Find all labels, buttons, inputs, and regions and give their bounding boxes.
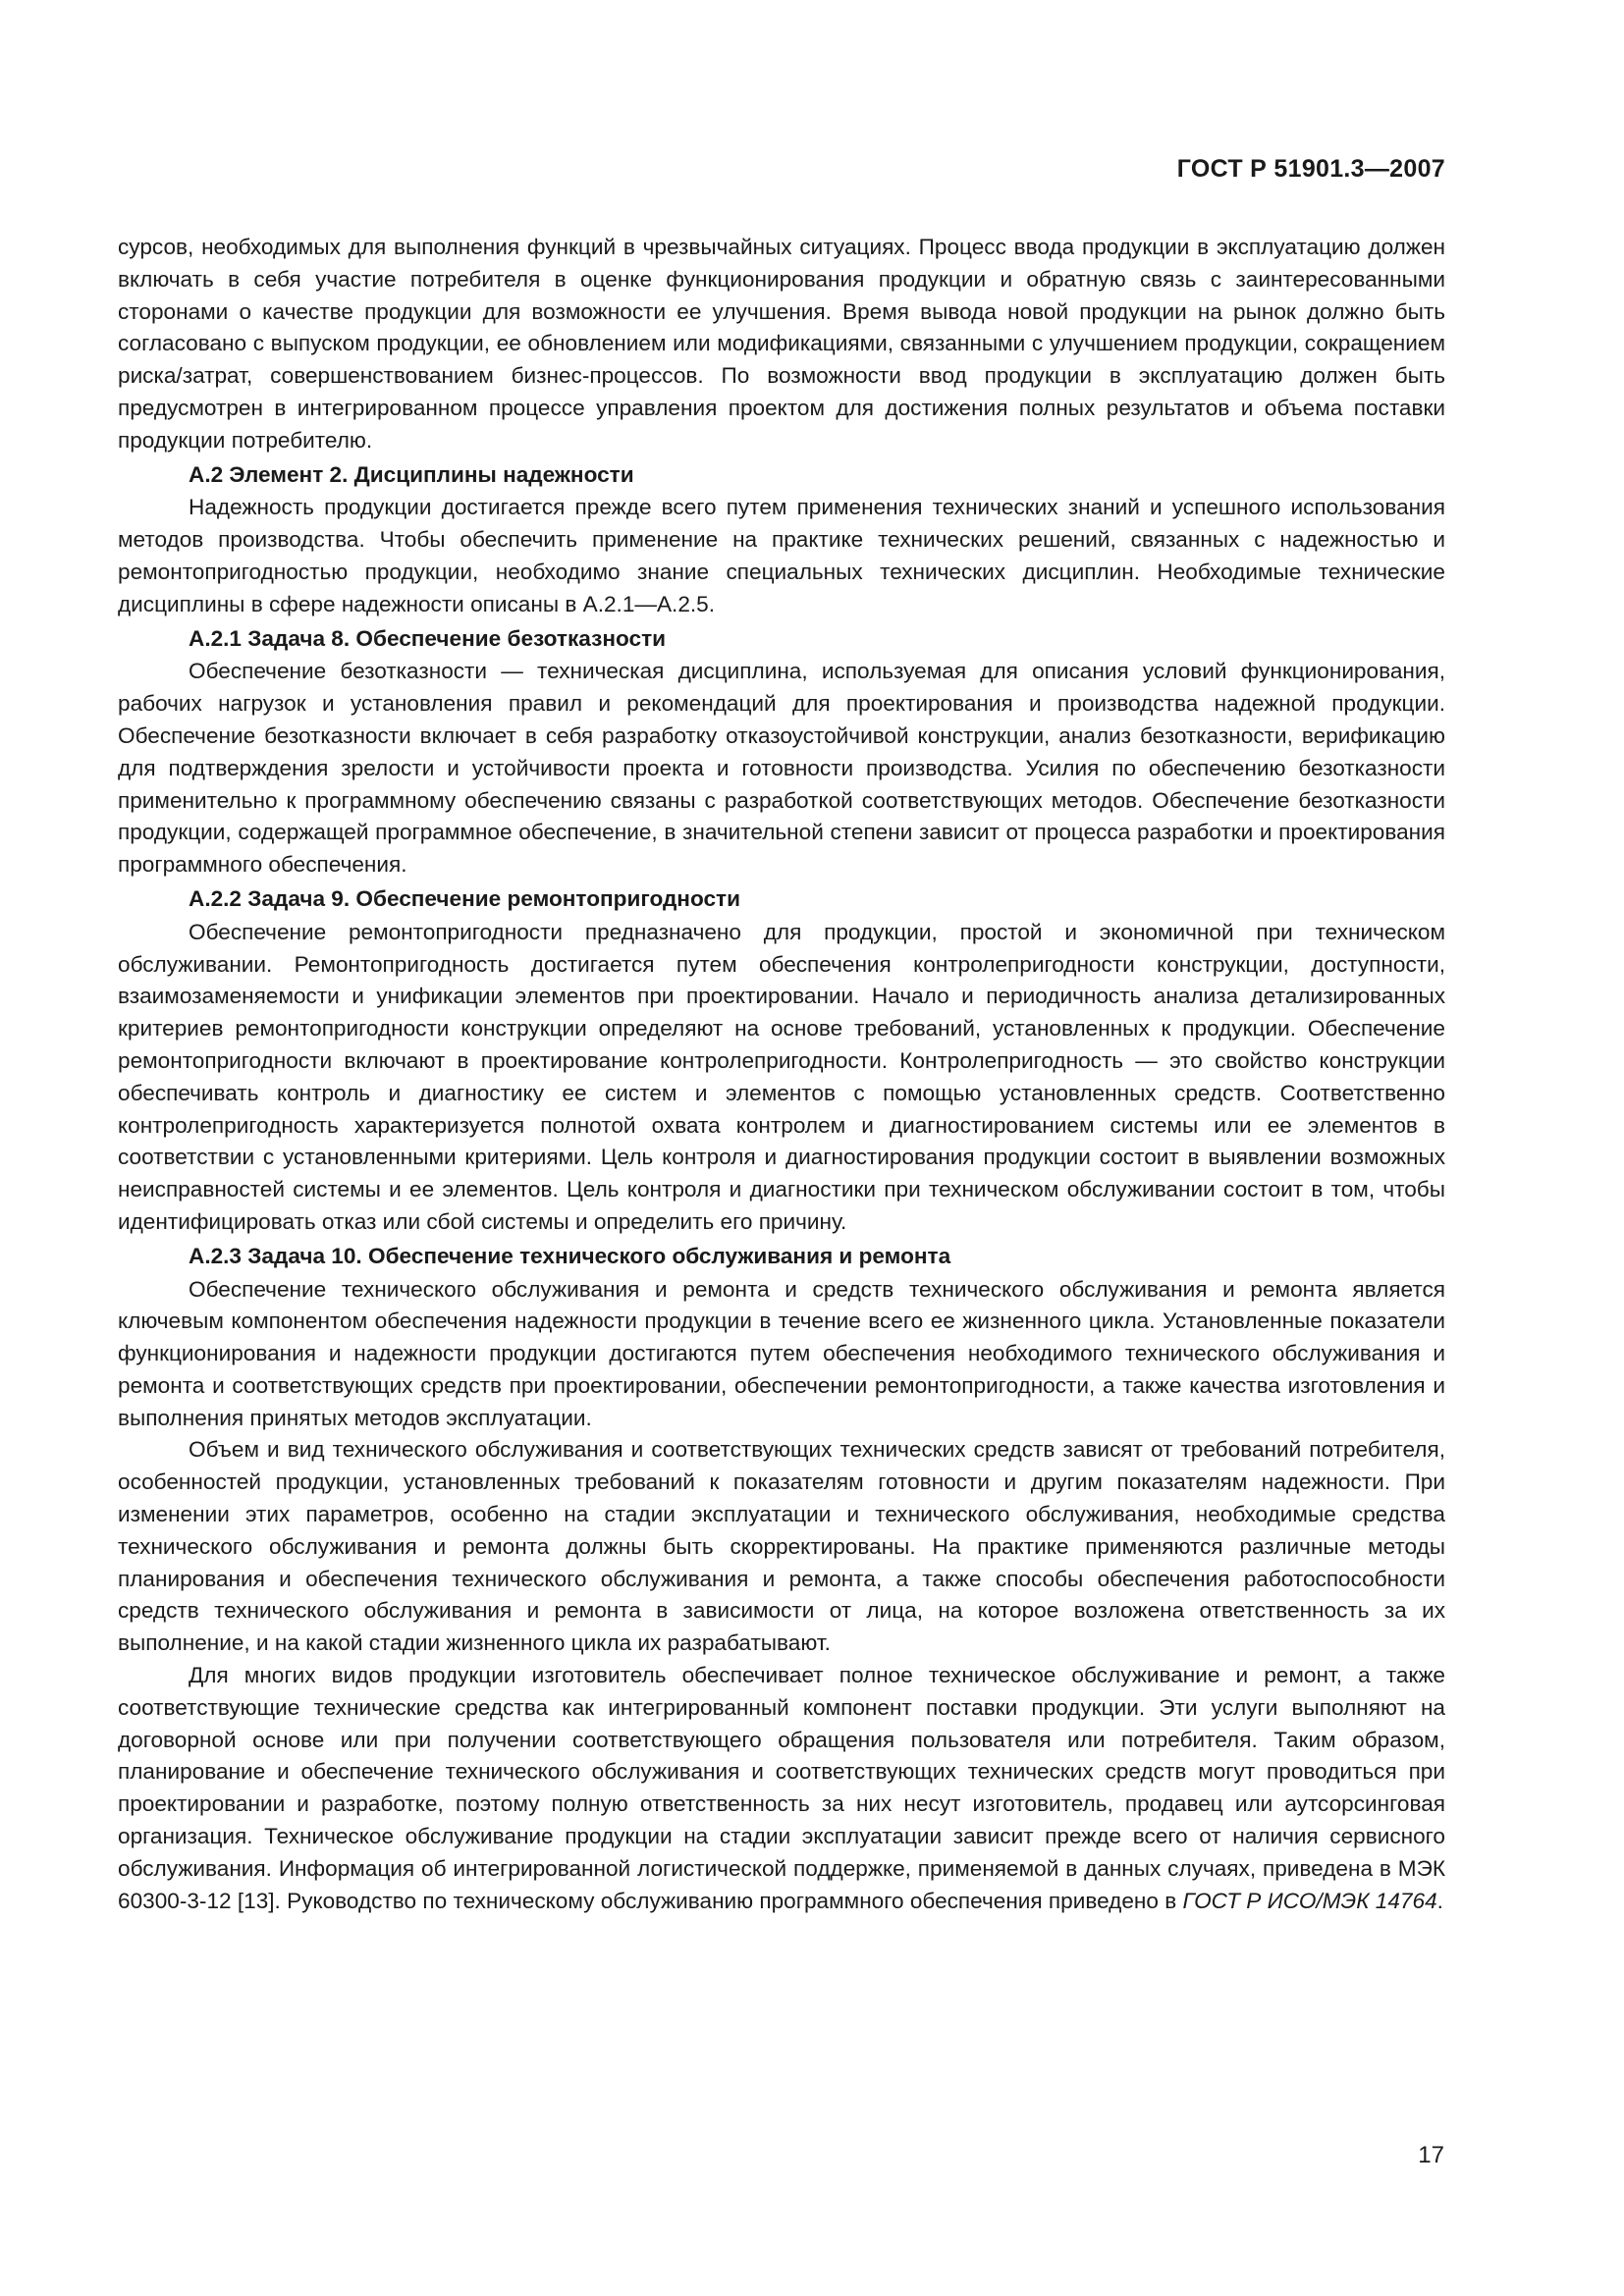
paragraph-a2-3-first: Обеспечение технического обслуживания и ремонта и средств технического обслуживания и ремонта является ключевым компонентом обеспечения надежности продукции в течение всего ее жизненного цикла. Установленные показатели функционирования и надежности продукции достигаются путем обеспечения необходимого технического обслуживания и ремонта и соответствующих средств при проектировании, обеспечении ремонтопригодности, а также качества изготовления и выполнения принятых методов эксплуатации. bbox=[118, 1276, 1445, 1430]
page-number: 17 bbox=[1418, 2142, 1444, 2168]
section-heading-a2-3: А.2.3 Задача 10. Обеспечение технического обслуживания и ремонта bbox=[189, 1243, 951, 1268]
section-heading-a2-2: А.2.2 Задача 9. Обеспечение ремонтопригодности bbox=[189, 885, 740, 911]
section-heading-a2-1: А.2.1 Задача 8. Обеспечение безотказности bbox=[189, 625, 667, 651]
document-code-header: ГОСТ Р 51901.3—2007 bbox=[1176, 155, 1445, 183]
paragraph-a2-2: Обеспечение ремонтопригодности предназначено для продукции, простой и экономичной при техническом обслуживании. Ремонтопригодность достигается путем обеспечения контролепригодности конструкции, доступности, взаимозаменяемости и унификации элементов при проектировании. Начало и периодичность анализа детализированных критериев ремонтопригодности конструкции определяют на основе требований, установленных к продукции. Обеспечение ремонтопригодности включают в проектирование контролепригодности. Контролепригодность — это свойство конструкции обеспечивать контроль и диагностику ее систем и элементов с помощью установленных средств. Соответственно контролепригодность характеризуется полнотой охвата контролем и диагностированием системы или ее элементов в соответствии с установленными критериями. Цель контроля и диагностирования продукции состоит в выявлении возможных неисправностей системы и ее элементов. Цель контроля и диагностики при техническом обслуживании состоит в том, чтобы идентифицировать отказ или сбой системы и определить его причину. bbox=[118, 919, 1445, 1234]
paragraph-continuation: сурсов, необходимых для выполнения функций в чрезвычайных ситуациях. Процесс ввода продукции в эксплуатацию должен включать в себя участие потребителя в оценке функционирования продукции и обратную связь с заинтересованными сторонами о качестве продукции для возможности ее улучшения. Время вывода новой продукции на рынок должно быть согласовано с выпуском продукции, ее обновлением или модификациями, связанными с улучшением продукции, сокращением риска/затрат, совершенствованием бизнес-процессов. По возможности ввод продукции в эксплуатацию должен быть предусмотрен в интегрированном процессе управления проектом для достижения полных результатов и объема поставки продукции потребителю. bbox=[118, 235, 1445, 453]
section-heading-a2: А.2 Элемент 2. Дисциплины надежности bbox=[189, 461, 634, 487]
paragraph-a2-1: Обеспечение безотказности — техническая дисциплина, используемая для описания условий функционирования, рабочих нагрузок и установления правил и рекомендаций для проектирования и производства надежной продукции. Обеспечение безотказности включает в себя разработку отказоустойчивой конструкции, анализ безотказности, верификацию для подтверждения зрелости и устойчивости проекта и готовности производства. Усилия по обеспечению безотказности применительно к программному обеспечению связаны с разработкой соответствующих методов. Обеспечение безотказности продукции, содержащей программное обеспечение, в значительной степени зависит от процесса разработки и проектирования программного обеспечения. bbox=[118, 659, 1445, 878]
paragraph-a2: Надежность продукции достигается прежде всего путем применения технических знаний и успешного использования методов производства. Чтобы обеспечить применение на практике технических решений, связанных с надежностью и ремонтопригодностью продукции, необходимо знание специальных технических дисциплин. Необходимые технические дисциплины в сфере надежности описаны в А.2.1—А.2.5. bbox=[118, 495, 1445, 616]
paragraph-a2-3-second: Объем и вид технического обслуживания и соответствующих технических средств зависят от требований потребителя, особенностей продукции, установленных требований к показателям готовности и другим показателям надежности. При изменении этих параметров, особенно на стадии эксплуатации и технического обслуживания, необходимые средства технического обслуживания и ремонта должны быть скорректированы. На практике применяются различные методы планирования и обеспечения технического обслуживания и ремонта, а также способы обеспечения работоспособности средств технического обслуживания и ремонта в зависимости от лица, на которое возложена ответственность за их выполнение, и на какой стадии жизненного цикла их разрабатывают. bbox=[118, 1437, 1445, 1656]
paragraph-text: Для многих видов продукции изготовитель обеспечивает полное техническое обслуживание и ремонт, а также соответствующие технические средства как интегрированный компонент поставки продукции. Эти услуги выполняют на договорной основе или при получении соответствующего обращения пользователя или потребителя. Таким образом, планирование и обеспечение технического обслуживания и соответствующих технических средств могут проводиться при проектировании и разработке, поэтому полную ответственность за них несут изготовитель, продавец или аутсорсинговая организация. Техническое обслуживание продукции на стадии эксплуатации зависит прежде всего от наличия сервисного обслуживания. Информация об интегрированной логистической поддержке, применяемой в данных случаях, приведена в МЭК 60300-3-12 [13]. Руководство по техническому обслуживанию программного обеспечения приведено в bbox=[118, 1663, 1445, 1913]
standard-reference: ГОСТ Р ИСО/МЭК 14764 bbox=[1182, 1888, 1437, 1913]
paragraph-end: . bbox=[1436, 1888, 1443, 1913]
document-body bbox=[118, 232, 1445, 1917]
paragraph-a2-3-third bbox=[118, 1660, 1445, 1917]
